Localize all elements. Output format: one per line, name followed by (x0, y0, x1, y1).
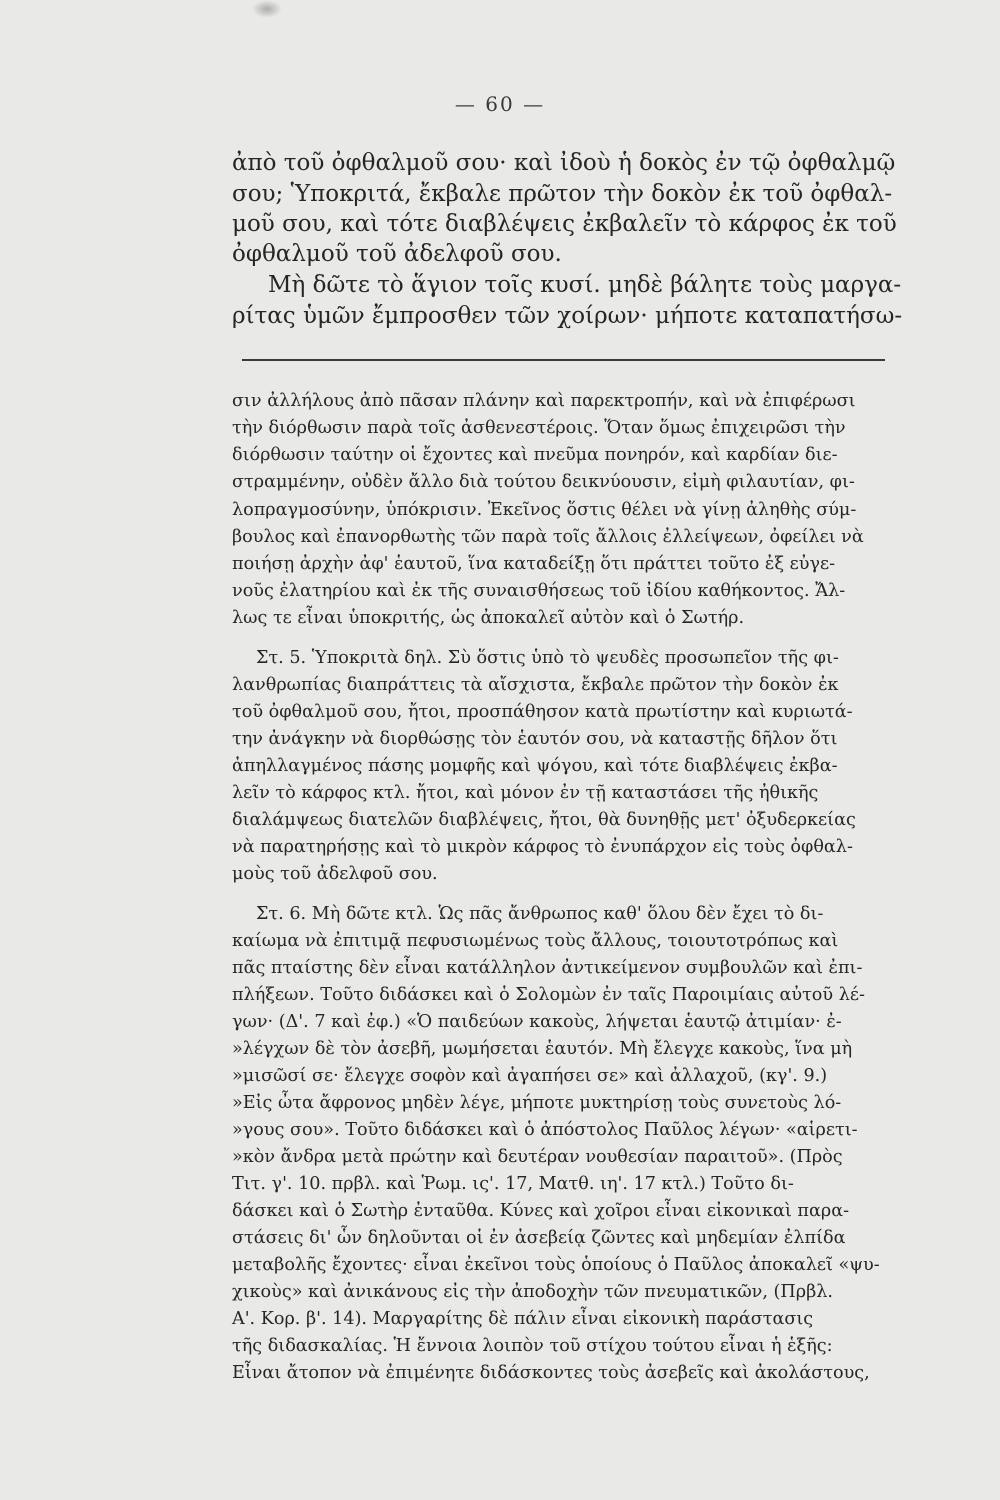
commentary-line: στάσεις δι' ὧν δηλοῦνται οἱ ἐν ἀσεβείᾳ ζῶντες καὶ μηδεμίαν ἐλπίδα (232, 1228, 846, 1248)
commentary-line: στραμμένην, οὐδὲν ἄλλο διὰ τούτου δεικνύουσιν, εἰμὴ φιλαυτίαν, φι- (232, 472, 855, 492)
commentary-line: λεῖν τὸ κάρφος κτλ. ἤτοι, καὶ μόνον ἐν τῇ καταστάσει τῆς ἠθικῆς (232, 783, 819, 803)
commentary-line: δάσκει καὶ ὁ Σωτὴρ ἐνταῦθα. Κύνες καὶ χοῖροι εἶναι εἰκονικαὶ παρα- (232, 1201, 850, 1221)
commentary-line: γων· (Δ'. 7 καὶ ἐφ.) «Ὁ παιδεύων κακοὺς, λήψεται ἑαυτῷ ἀτιμίαν· ἐ- (232, 1012, 842, 1032)
footnote-separator (242, 359, 885, 361)
commentary-line: την ἀνάγκην νὰ διορθώσῃς τὸν ἑαυτόν σου, νὰ καταστῇς δῆλον ὅτι (232, 729, 838, 749)
commentary-line: τὴν διόρθωσιν παρὰ τοῖς ἀσθενεστέροις. Ὅταν ὅμως ἐπιχειρῶσι τὴν (232, 418, 846, 438)
commentary-line: »μισῶσί σε· ἔλεγχε σοφὸν καὶ ἀγαπήσει σε» καὶ ἀλλαχοῦ, (κγ'. 9.) (232, 1066, 828, 1086)
commentary-line: τοῦ ὀφθαλμοῦ σου, ἤτοι, προσπάθησον κατὰ πρωτίστην καὶ κυριωτά- (232, 702, 853, 722)
commentary-line: μεταβολῆς ἔχοντες· εἶναι ἐκεῖνοι τοὺς ὁποίους ὁ Παῦλος ἀποκαλεῖ «ψυ- (232, 1255, 880, 1275)
commentary-line: λοπραγμοσύνην, ὑπόκρισιν. Ἐκεῖνος ὅστις θέλει νὰ γίνῃ ἀληθὴς σύμ- (232, 500, 857, 520)
commentary-line: βουλος καὶ ἐπανορθωτὴς τῶν παρὰ τοῖς ἄλλοις ἐλλείψεων, ὀφείλει νὰ (232, 527, 864, 547)
commentary-line: »κὸν ἄνδρα μετὰ πρώτην καὶ δευτέραν νουθεσίαν παραιτοῦ». (Πρὸς (232, 1147, 843, 1167)
commentary-line: νοῦς ἐλατηρίου καὶ ἐκ τῆς συναισθήσεως τοῦ ἰδίου καθήκοντος. Ἄλ- (232, 581, 846, 601)
commentary-line: μοὺς τοῦ ἀδελφοῦ σου. (232, 864, 438, 884)
main-text-line: ρίτας ὑμῶν ἔμπροσθεν τῶν χοίρων· μήποτε καταπατήσω- (232, 303, 903, 329)
commentary-line: διαλάμψεως διατελῶν διαβλέψεις, ἤτοι, θὰ δυνηθῇς μετ' ὀξυδερκείας (232, 810, 856, 830)
commentary-line: Στ. 6. Μὴ δῶτε κτλ. Ὡς πᾶς ἄνθρωπος καθ' ὅλου δὲν ἔχει τὸ δι- (256, 904, 824, 924)
commentary-line: νὰ παρατηρήσῃς καὶ τὸ μικρὸν κάρφος τὸ ἐνυπάρχον εἰς τοὺς ὀφθαλ- (232, 837, 853, 857)
ink-smudge (252, 0, 282, 18)
commentary-line: λανθρωπίας διαπράττεις τὰ αἴσχιστα, ἔκβαλε πρῶτον τὴν δοκὸν ἐκ (232, 675, 839, 695)
commentary-line: ἀπηλλαγμένος πάσης μομφῆς καὶ ψόγου, καὶ τότε διαβλέψεις ἐκβα- (232, 756, 838, 776)
page-number: — 60 — (454, 92, 546, 116)
commentary-line: διόρθωσιν ταύτην οἱ ἔχοντες καὶ πνεῦμα πονηρόν, καὶ καρδίαν διε- (232, 445, 838, 465)
commentary-line: χικοὺς» καὶ ἀνικάνους εἰς τὴν ἀποδοχὴν τῶν πνευματικῶν, (Πρβλ. (232, 1282, 834, 1302)
commentary-line: ποιήσῃ ἀρχὴν ἀφ' ἑαυτοῦ, ἵνα καταδείξῃ ὅτι πράττει τοῦτο ἐξ εὐγε- (232, 554, 836, 574)
commentary-line: τῆς διδασκαλίας. Ἡ ἔννοια λοιπὸν τοῦ στίχου τούτου εἶναι ἡ ἑξῆς: (232, 1336, 833, 1356)
commentary-line: Στ. 5. Ὑποκριτὰ δηλ. Σὺ ὅστις ὑπὸ τὸ ψευδὲς προσωπεῖον τῆς φι- (256, 648, 839, 668)
commentary-line: λως τε εἶναι ὑποκριτής, ὡς ἀποκαλεῖ αὐτὸν καὶ ὁ Σωτήρ. (232, 608, 745, 628)
commentary-line: σιν ἀλλήλους ἀπὸ πᾶσαν πλάνην καὶ παρεκτροπήν, καὶ νὰ ἐπιφέρωσι (232, 391, 856, 411)
main-text-line: ὀφθαλμοῦ τοῦ ἀδελφοῦ σου. (232, 241, 562, 267)
main-text-line: Μὴ δῶτε τὸ ἅγιον τοῖς κυσί. μηδὲ βάλητε τοὺς μαργα- (268, 272, 902, 298)
commentary-line: πλήξεων. Τοῦτο διδάσκει καὶ ὁ Σολομὼν ἐν ταῖς Παροιμίαις αὐτοῦ λέ- (232, 985, 865, 1005)
commentary-line: καίωμα νὰ ἐπιτιμᾷ πεφυσιωμένως τοὺς ἄλλους, τοιουτοτρόπως καὶ (232, 931, 839, 951)
main-text-line: μοῦ σου, καὶ τότε διαβλέψεις ἐκβαλεῖν τὸ κάρφος ἐκ τοῦ (232, 211, 897, 237)
commentary-line: »γους σου». Τοῦτο διδάσκει καὶ ὁ ἀπόστολος Παῦλος λέγων· «αἱρετι- (232, 1120, 858, 1140)
main-text-line: ἀπὸ τοῦ ὀφθαλμοῦ σου· καὶ ἰδοὺ ἡ δοκὸς ἐν τῷ ὀφθαλμῷ (232, 150, 896, 176)
commentary-line: πᾶς πταίστης δὲν εἶναι κατάλληλον ἀντικείμενον συμβουλῶν καὶ ἐπι- (232, 958, 863, 978)
commentary-line: »Εἰς ὦτα ἄφρονος μηδὲν λέγε, μήποτε μυκτηρίσῃ τοὺς συνετοὺς λό- (232, 1093, 842, 1113)
commentary-line: »λέγχων δὲ τὸν ἀσεβῆ, μωμήσεται ἑαυτόν. Μὴ ἔλεγχε κακοὺς, ἵνα μὴ (232, 1039, 853, 1059)
main-text-line: σου; Ὑποκριτά, ἔκβαλε πρῶτον τὴν δοκὸν ἐκ τοῦ ὀφθαλ- (232, 181, 893, 207)
commentary-line: Τιτ. γ'. 10. πρβλ. καὶ Ῥωμ. ις'. 17, Ματθ. ιη'. 17 κτλ.) Τοῦτο δι- (232, 1174, 794, 1194)
commentary-line: Εἶναι ἄτοπον νὰ ἐπιμένητε διδάσκοντες τοὺς ἀσεβεῖς καὶ ἀκολάστους, (232, 1363, 870, 1383)
commentary-line: Α'. Κορ. β'. 14). Μαργαρίτης δὲ πάλιν εἶναι εἰκονικὴ παράστασις (232, 1309, 814, 1329)
